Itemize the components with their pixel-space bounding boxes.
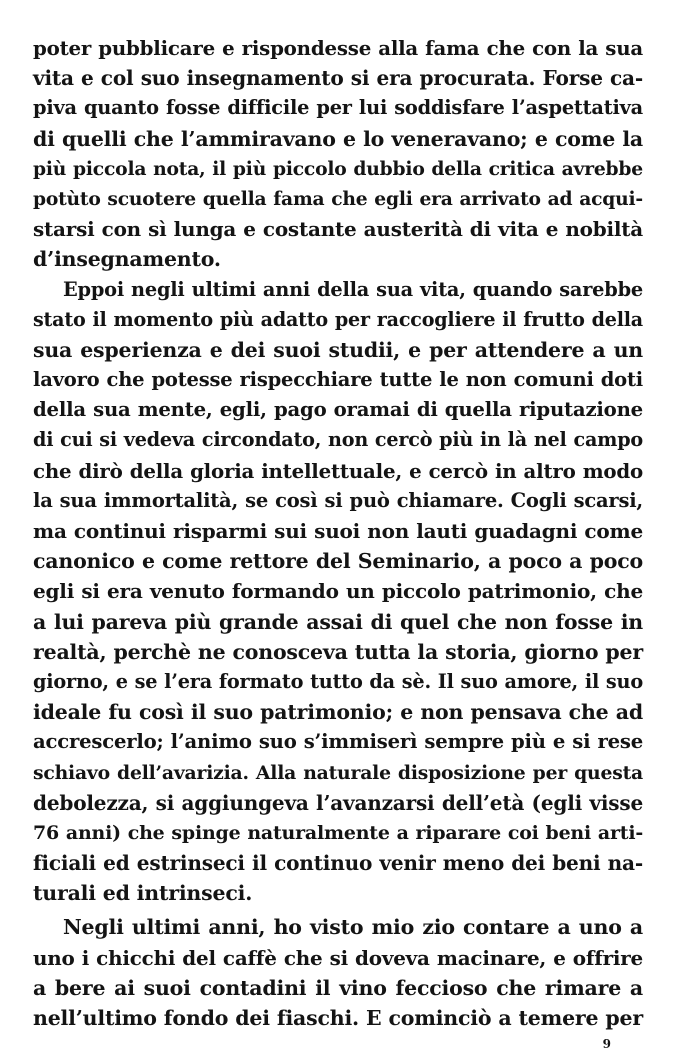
text-line: egli si era venuto formando un piccolo patrimonio, che (33, 579, 643, 604)
text-line: accrescerlo; l’animo suo s’immiserì sempre più e si rese (33, 730, 643, 754)
text-line: canonico e come rettore del Seminario, a poco a poco (33, 549, 643, 574)
text-line: la sua immortalità, se così si può chiamare. Cogli scarsi, (33, 488, 643, 512)
text-line: 76 anni) che spinge naturalmente a riparare coi beni arti- (33, 821, 643, 844)
text-line: Eppoi negli ultimi anni della sua vita, quando sarebbe (63, 277, 643, 301)
text-line: schiavo dell’avarizia. Alla naturale disposizione per questa (33, 761, 643, 784)
text-line: che dirò della gloria intellettuale, e cercò in altro modo (33, 458, 643, 483)
paragraph-2 (33, 275, 643, 909)
text-line: ma continui risparmi sui suoi non lauti guadagni come (33, 519, 643, 543)
text-line: lavoro che potesse rispecchiare tutte le non comuni doti (33, 368, 643, 392)
text-line: piva quanto fosse difficile per lui soddisfare l’aspettativa (33, 96, 643, 120)
text-line: turali ed intrinseci. (33, 881, 253, 906)
text-line: di cui si vedeva circondato, non cercò più in là nel campo (33, 428, 643, 452)
text-line: potùto scuotere quella fama che egli era arrivato ad acqui- (33, 187, 643, 210)
text-line: starsi con sì lunga e costante austerità di vita e nobiltà (33, 217, 643, 242)
text-line: giorno, e se l’era formato tutto da sè. Il suo amore, il suo (33, 669, 643, 693)
text-line: a bere ai suoi contadini il vino feccioso che rimare a (33, 975, 643, 1000)
text-line: ideale fu così il suo patrimonio; e non pensava che ad (33, 700, 643, 725)
body-text (33, 33, 643, 1033)
text-line: debolezza, si aggiungeva l’avanzarsi dell’età (egli visse (33, 790, 643, 815)
text-line: della sua mente, egli, pago oramai di quella riputazione (33, 398, 643, 422)
text-line: d’insegnamento. (33, 247, 221, 272)
text-line: più piccola nota, il più piccolo dubbio della critica avrebbe (33, 157, 643, 180)
text-line: vita e col suo insegnamento si era procurata. Forse ca- (33, 66, 643, 91)
text-line: ficiali ed estrinseci il continuo venir meno dei beni na- (33, 851, 643, 876)
paragraph-3 (33, 912, 643, 1033)
text-line: di quelli che l’ammiravano e lo veneravano; e come la (33, 126, 643, 151)
text-line: Negli ultimi anni, ho visto mio zio contare a uno a (63, 915, 643, 940)
text-line: poter pubblicare e rispondesse alla fama che con la sua (33, 36, 643, 60)
page-number: 9 (602, 1037, 611, 1051)
paragraph-1 (33, 33, 643, 275)
text-line: nell’ultimo fondo dei fiaschi. E cominciò a temere per (33, 1006, 643, 1030)
text-line: stato il momento più adatto per raccogliere il frutto della (33, 307, 643, 331)
text-line: uno i chicchi del caffè che si doveva macinare, e offrire (33, 945, 643, 970)
text-line: sua esperienza e dei suoi studii, e per attendere a un (33, 337, 643, 362)
text-line: realtà, perchè ne conosceva tutta la storia, giorno per (33, 639, 643, 664)
text-line: a lui pareva più grande assai di quel che non fosse in (33, 609, 643, 634)
